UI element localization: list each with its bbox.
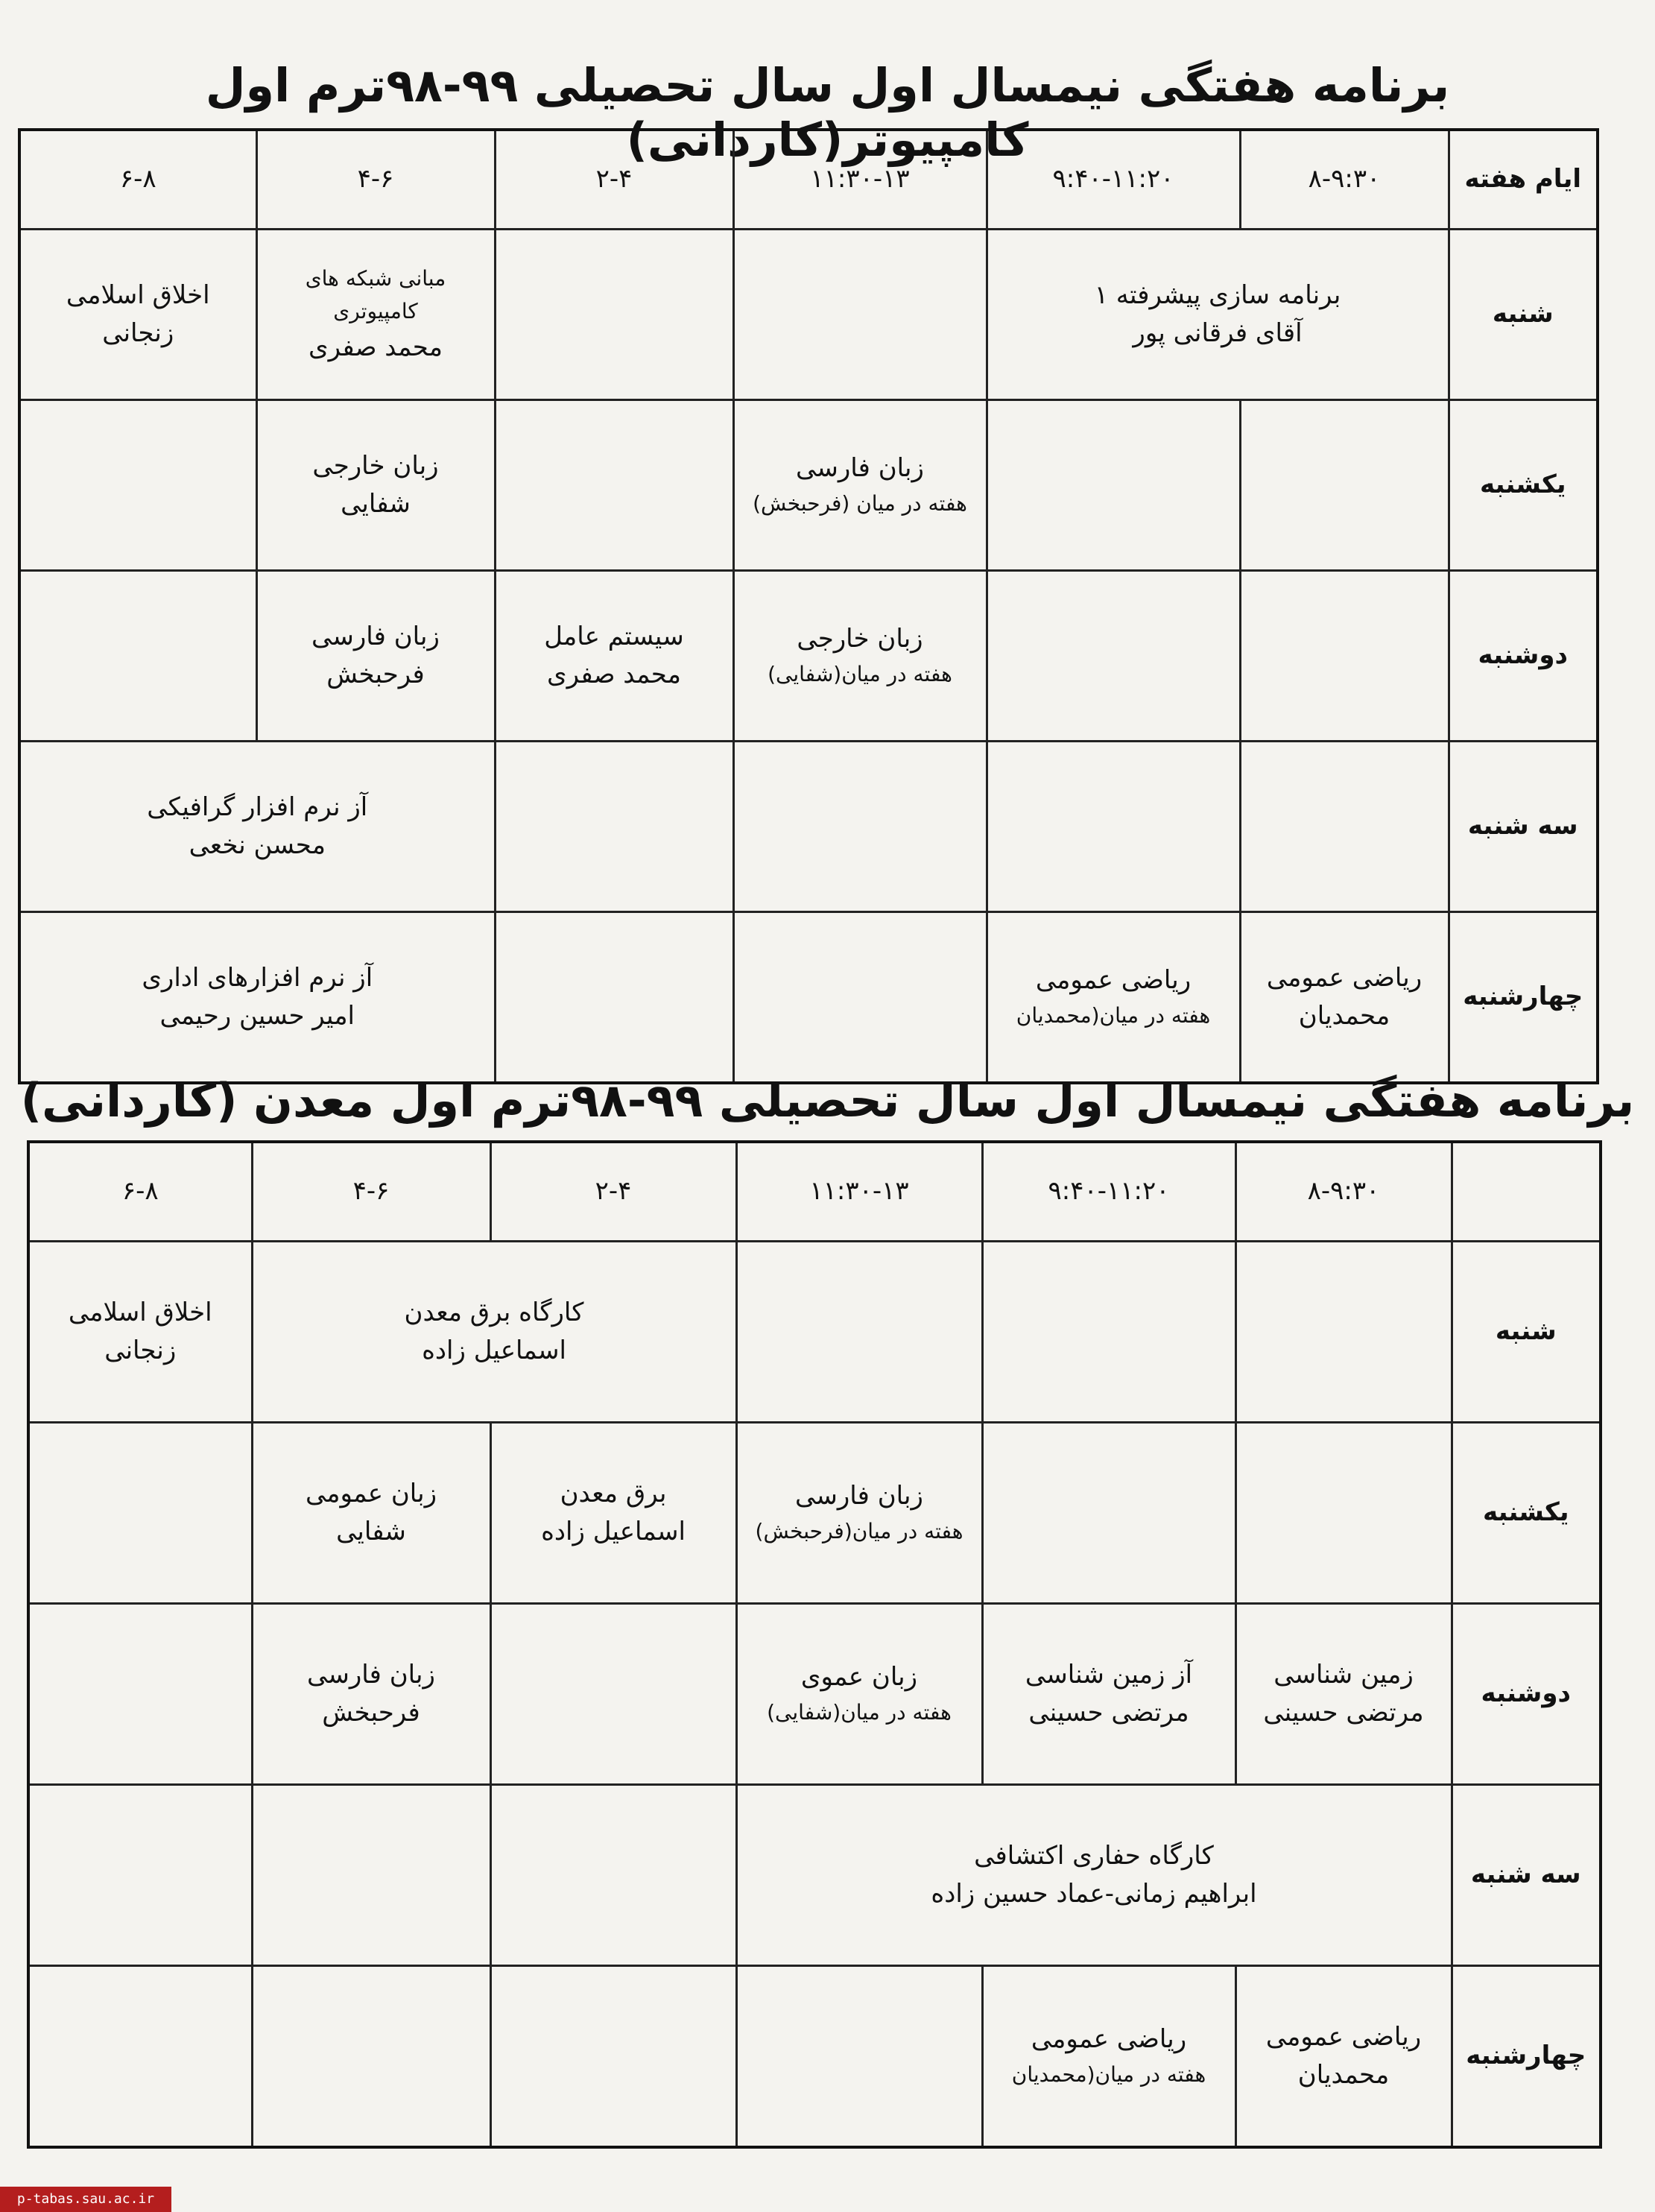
empty-cell (495, 230, 733, 400)
empty-cell (987, 742, 1240, 912)
class-note: هفته در میان (فرحبخش) (753, 491, 967, 516)
day-row (28, 1423, 1601, 1604)
instructor-name: فرحبخش (326, 660, 425, 689)
empty-cell (495, 400, 733, 571)
slot-header: ۱۱:۳۰-۱۳ (733, 130, 987, 230)
instructor-name: شفایی (336, 1517, 406, 1546)
class-cell (256, 230, 495, 400)
class-cell (987, 912, 1240, 1084)
slot-header: ۹:۴۰-۱۱:۲۰ (982, 1142, 1235, 1242)
instructor-name: اسماعیل زاده (422, 1336, 566, 1365)
day-label: دوشنبه (1452, 1604, 1601, 1785)
class-cell (28, 1242, 252, 1423)
empty-cell (28, 1785, 252, 1966)
course-name: زبان خارجی (797, 624, 923, 654)
class-cell (1235, 1604, 1452, 1785)
schedule-title-computer: برنامه هفتگی نیمسال اول سال تحصیلی ۹۹-۹۸ترم اول کامپیوتر(کاردانی) (205, 58, 1450, 167)
empty-cell (28, 1604, 252, 1785)
day-label: چهارشنبه (1452, 1966, 1601, 2148)
course-name: زبان فارسی (796, 453, 924, 484)
class-note: هفته در میان(فرحبخش) (755, 1519, 963, 1544)
class-note: هفته در میان(شفایی) (768, 662, 952, 687)
instructor-name: محمد صفری (547, 660, 681, 689)
course-name: زبان فارسی (795, 1481, 923, 1511)
class-cell (490, 1423, 736, 1604)
instructor-name: امیر حسین رحیمی (159, 1001, 355, 1031)
class-cell (733, 571, 987, 742)
course-name: زبان خارجی (312, 450, 439, 481)
empty-cell (733, 912, 987, 1084)
course-name: آز زمین شناسی (1025, 1659, 1193, 1690)
course-name: آز نرم افزارهای اداری (142, 962, 373, 993)
course-name: زمین شناسی (1273, 1659, 1414, 1690)
empty-cell (987, 571, 1240, 742)
course-name-line2: کامپیوتری (333, 299, 418, 324)
empty-cell (733, 230, 987, 400)
day-row (19, 742, 1598, 912)
schedule-title-mining: برنامه هفتگی نیمسال اول سال تحصیلی ۹۹-۹۸ترم اول معدن (کاردانی) (20, 1073, 1635, 1128)
instructor-name: زنجانی (102, 318, 174, 348)
site-logo: p-tabas.sau.ac.ir (0, 2187, 171, 2212)
instructor-name: محمد صفری (308, 332, 443, 362)
empty-cell (733, 742, 987, 912)
day-label: چهارشنبه (1449, 912, 1598, 1084)
instructor-name: زنجانی (104, 1336, 177, 1365)
class-cell (982, 1604, 1235, 1785)
class-note: هفته در میان(شفایی) (767, 1700, 952, 1725)
day-label: دوشنبه (1449, 571, 1598, 742)
day-row (19, 912, 1598, 1084)
schedule-table-computer (18, 128, 1599, 1084)
empty-cell (1240, 742, 1449, 912)
day-row (19, 400, 1598, 571)
instructor-name: فرحبخش (322, 1698, 420, 1728)
class-cell (736, 1785, 1452, 1966)
course-name: کارگاه حفاری اکتشافی (974, 1840, 1214, 1871)
instructor-name: شفایی (341, 489, 411, 519)
day-row (28, 1785, 1601, 1966)
course-name: ریاضی عمومی (1035, 965, 1192, 996)
empty-cell (490, 1785, 736, 1966)
class-note: هفته در میان(محمدیان (1016, 1003, 1211, 1028)
empty-cell (982, 1242, 1235, 1423)
class-cell (736, 1604, 982, 1785)
day-row (28, 1242, 1601, 1423)
instructor-name: محسن نخعی (189, 830, 326, 860)
course-name: کارگاه برق معدن (404, 1297, 584, 1327)
course-name: برق معدن (560, 1478, 667, 1508)
course-name: زبان فارسی (311, 621, 440, 651)
empty-cell (495, 742, 733, 912)
course-name: زبان عموی (800, 1662, 918, 1693)
class-cell (252, 1242, 736, 1423)
slot-header: ۲-۴ (490, 1142, 736, 1242)
class-cell (736, 1423, 982, 1604)
empty-cell (1240, 400, 1449, 571)
day-label: سه شنبه (1449, 742, 1598, 912)
empty-cell (252, 1966, 490, 2148)
empty-cell (19, 571, 256, 742)
empty-cell (28, 1966, 252, 2148)
course-name: سیستم عامل (544, 621, 684, 651)
empty-cell (490, 1966, 736, 2148)
class-cell (987, 230, 1449, 400)
instructor-name: آقای فرقانی پور (1133, 318, 1303, 348)
instructor-name: مرتضی حسینی (1028, 1698, 1189, 1728)
slot-header: ۲-۴ (495, 130, 733, 230)
day-row (28, 1966, 1601, 2148)
class-cell (495, 571, 733, 742)
slot-header: ۱۱:۳۰-۱۳ (736, 1142, 982, 1242)
day-row (28, 1604, 1601, 1785)
class-cell (19, 230, 256, 400)
slot-header: ۶-۸ (28, 1142, 252, 1242)
empty-cell (1235, 1242, 1452, 1423)
empty-cell (982, 1423, 1235, 1604)
empty-cell (1235, 1423, 1452, 1604)
instructor-name: مرتضی حسینی (1263, 1698, 1424, 1728)
course-name: ریاضی عمومی (1265, 2021, 1422, 2052)
class-cell (256, 571, 495, 742)
day-label: شنبه (1449, 230, 1598, 400)
class-cell (252, 1604, 490, 1785)
instructor-name: محمدیان (1297, 2060, 1390, 2090)
slot-header: ۸-۹:۳۰ (1240, 130, 1449, 230)
empty-cell (28, 1423, 252, 1604)
slot-header: ۴-۶ (256, 130, 495, 230)
class-cell (982, 1966, 1235, 2148)
course-name: مبانی شبکه های (305, 266, 446, 291)
day-label: یکشنبه (1449, 400, 1598, 571)
course-name: اخلاق اسلامی (68, 1297, 212, 1327)
header-row (19, 130, 1598, 230)
instructor-name: ابراهیم زمانی-عماد حسین زاده (931, 1879, 1257, 1909)
course-name: آز نرم افزار گرافیکی (147, 791, 368, 822)
day-label: یکشنبه (1452, 1423, 1601, 1604)
day-row (19, 230, 1598, 400)
slot-header: ۴-۶ (252, 1142, 490, 1242)
day-label: شنبه (1452, 1242, 1601, 1423)
empty-cell (495, 912, 733, 1084)
instructor-name: محمدیان (1298, 1001, 1390, 1031)
empty-cell (736, 1966, 982, 2148)
course-name: برنامه سازی پیشرفته ۱ (1094, 279, 1341, 310)
class-cell (19, 742, 495, 912)
course-name: ریاضی عمومی (1266, 962, 1423, 993)
slot-header: ۸-۹:۳۰ (1235, 1142, 1452, 1242)
course-name: ریاضی عمومی (1031, 2024, 1187, 2055)
day-row (19, 571, 1598, 742)
empty-cell (736, 1242, 982, 1423)
class-cell (1235, 1966, 1452, 2148)
days-header: ایام هفته (1449, 130, 1598, 230)
class-cell (733, 400, 987, 571)
class-note: هفته در میان(محمدیان (1011, 2062, 1206, 2088)
day-label: سه شنبه (1452, 1785, 1601, 1966)
schedule-table-mining (27, 1140, 1602, 2149)
course-name: اخلاق اسلامی (66, 279, 210, 310)
empty-cell (252, 1785, 490, 1966)
empty-cell (1240, 571, 1449, 742)
empty-cell (19, 400, 256, 571)
class-cell (252, 1423, 490, 1604)
slot-header: ۹:۴۰-۱۱:۲۰ (987, 130, 1240, 230)
days-header (1452, 1142, 1601, 1242)
empty-cell (490, 1604, 736, 1785)
instructor-name: اسماعیل زاده (541, 1517, 686, 1546)
slot-header: ۶-۸ (19, 130, 256, 230)
header-row (28, 1142, 1601, 1242)
class-cell (19, 912, 495, 1084)
course-name: زبان عمومی (305, 1478, 437, 1508)
empty-cell (987, 400, 1240, 571)
class-cell (1240, 912, 1449, 1084)
class-cell (256, 400, 495, 571)
course-name: زبان فارسی (307, 1659, 435, 1690)
